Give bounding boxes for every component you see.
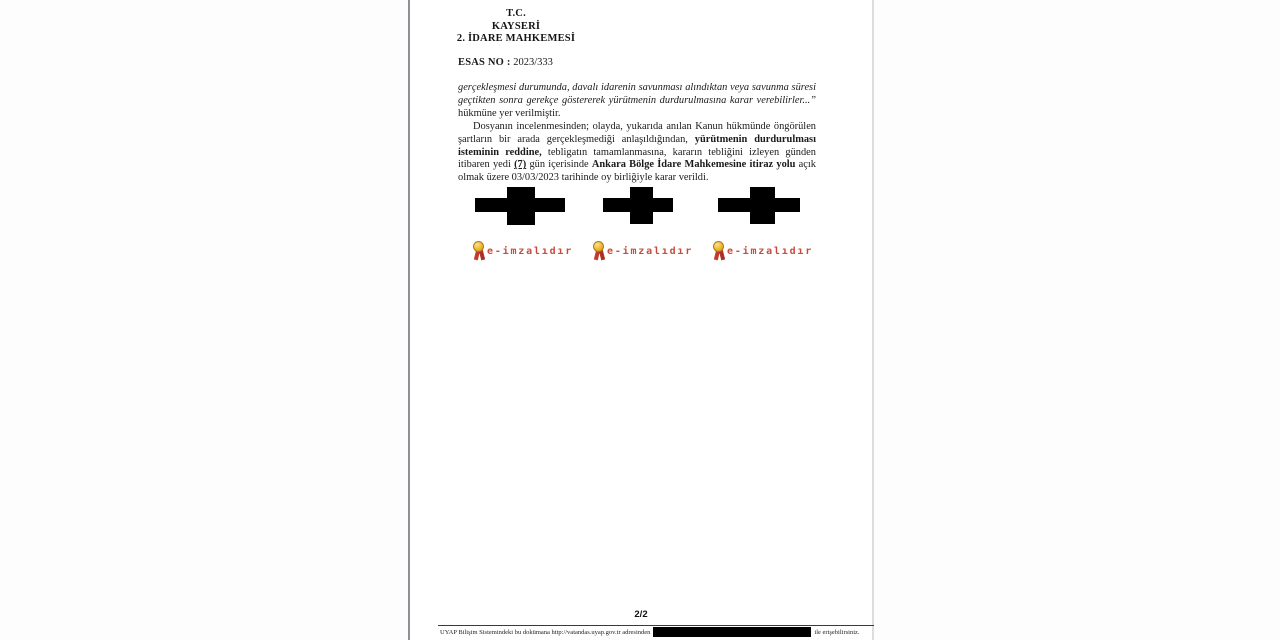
e-signature-stamp-3 bbox=[713, 240, 813, 262]
quoted-law-text: gerçekleşmesi durumunda, davalı idarenin savunması alındıktan veya savunma süresi geçtikten sonra gerekçe göstererek yürütmenin durdurulmasına karar verebilirler...” bbox=[458, 82, 816, 106]
ruling-text-3: gün içerisinde bbox=[526, 159, 592, 171]
ruling-paragraph bbox=[458, 121, 816, 186]
uyap-footer bbox=[440, 627, 874, 637]
case-number-value: 2023/333 bbox=[513, 57, 553, 68]
e-signature-label: e-imzalıdır bbox=[607, 245, 694, 257]
redaction-bar bbox=[630, 187, 653, 224]
redaction-bar bbox=[507, 187, 535, 225]
header-republic-line: T.C. bbox=[506, 8, 526, 19]
quoted-law-paragraph bbox=[458, 82, 816, 121]
header-court-line: 2. İDARE MAHKEMESİ bbox=[456, 33, 576, 45]
ribbon-medal-icon bbox=[713, 241, 726, 262]
document-page bbox=[408, 0, 874, 640]
footer-divider bbox=[438, 625, 874, 626]
ruling-text-4: açık olmak üzere 03/03/2023 tarihinde oy birliğiyle karar verildi. bbox=[458, 159, 816, 184]
decision-body-text bbox=[458, 82, 816, 185]
quote-closing-text: hükmüne yer verilmiştir. bbox=[458, 107, 561, 119]
e-signature-stamp-2 bbox=[593, 240, 693, 262]
redacted-signature-block-3 bbox=[718, 187, 800, 224]
page-number: 2/2 bbox=[634, 609, 648, 620]
court-header bbox=[410, 8, 622, 46]
redacted-signature-block-2 bbox=[603, 187, 673, 224]
header-city-line: KAYSERİ bbox=[491, 20, 541, 32]
e-signature-stamp-1 bbox=[473, 240, 573, 262]
ruling-bold-appeal-court: Ankara Bölge İdare Mahkemesine itiraz yolu bbox=[591, 159, 796, 171]
redacted-signature-block-1 bbox=[475, 187, 565, 225]
redacted-verification-code-block bbox=[653, 627, 811, 637]
ribbon-medal-icon bbox=[593, 241, 606, 262]
footer-text-before: UYAP Bilişim Sistemindeki bu dokümana http://vatandas.uyap.gov.tr adresinden bbox=[440, 628, 651, 636]
e-signature-label: e-imzalıdır bbox=[727, 245, 814, 257]
ruling-days-count: (7) bbox=[514, 159, 527, 171]
case-number-line bbox=[458, 57, 553, 68]
footer-text-after: ile erişebilirsiniz. bbox=[814, 628, 860, 636]
redaction-bar bbox=[750, 187, 775, 224]
ribbon-medal-icon bbox=[473, 241, 486, 262]
ruling-bold-rejection: yürütmenin durdurulması isteminin reddine, bbox=[458, 133, 816, 158]
ruling-text-2: tebligatın tamamlanmasına, kararın tebliğini izleyen günden itibaren yedi bbox=[458, 146, 816, 171]
case-number-label: ESAS NO : bbox=[458, 57, 511, 68]
e-signature-label: e-imzalıdır bbox=[487, 245, 574, 257]
ruling-text-1: Dosyanın incelenmesinden; olayda, yukarıda anılan Kanun hükmünde öngörülen şartların bir arada gerçekleşmediği anlaşıldığından, bbox=[458, 120, 816, 145]
